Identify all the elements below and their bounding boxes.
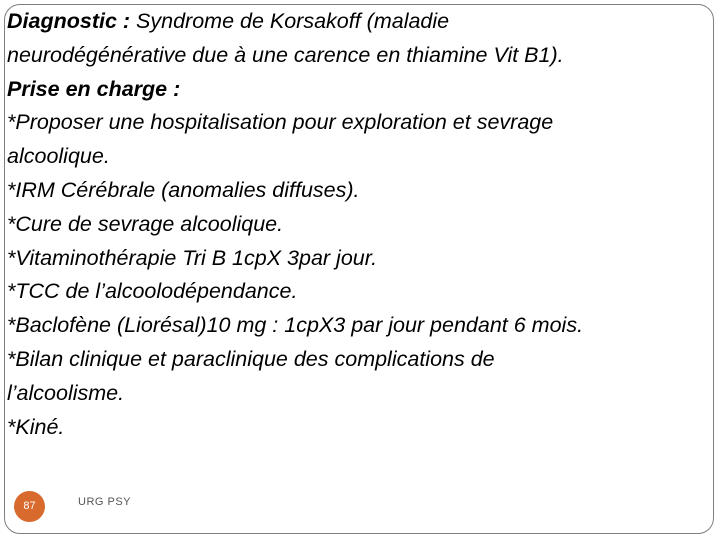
list-item: *Baclofène (Liorésal)10 mg : 1cpX3 par jour pendant 6 mois. — [7, 313, 584, 338]
list-item: l’alcoolisme. — [7, 380, 125, 405]
diagnostic-line — [7, 5, 713, 39]
list-item: *Bilan clinique et paraclinique des complications de — [7, 346, 495, 371]
slide-content — [7, 5, 713, 444]
list-item: *IRM Cérébrale (anomalies diffuses). — [7, 177, 360, 202]
diagnostic-text: Syndrome de Korsakoff (maladie — [136, 9, 450, 33]
list-item: alcoolique. — [7, 144, 110, 169]
list-item: *Kiné. — [7, 414, 65, 439]
diagnostic-label: Diagnostic : — [7, 9, 131, 33]
management-label: Prise en charge : — [7, 76, 181, 101]
list-item: *Cure de sevrage alcoolique. — [7, 211, 284, 236]
diagnostic-text-continued: neurodégénérative due à une carence en thiamine Vit B1). — [7, 42, 564, 67]
footer-label: URG PSY — [78, 496, 132, 508]
list-item: *TCC de l’alcoolodépendance. — [7, 279, 298, 304]
list-item: *Vitaminothérapie Tri B 1cpX 3par jour. — [7, 245, 378, 270]
page-number-badge: 87 — [14, 491, 45, 522]
list-item: *Proposer une hospitalisation pour exploration et sevrage — [7, 110, 554, 135]
